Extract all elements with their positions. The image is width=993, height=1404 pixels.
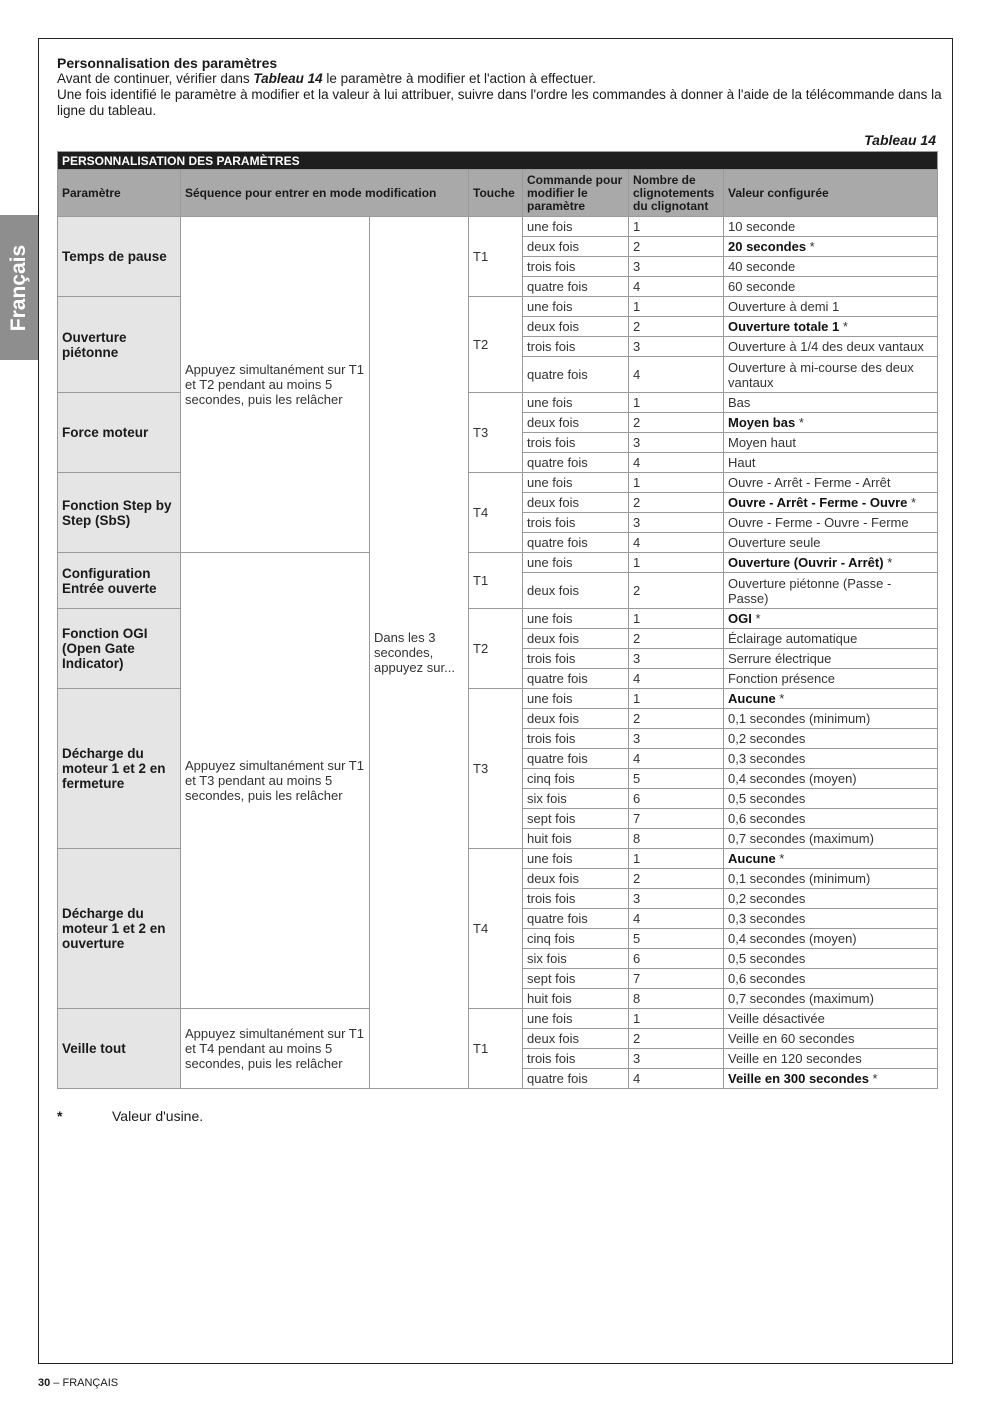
command-cell: trois fois xyxy=(523,257,629,277)
value-cell xyxy=(724,357,938,393)
key-cell: T4 xyxy=(469,473,523,553)
command-cell: trois fois xyxy=(523,1049,629,1069)
value-text: 0,5 secondes xyxy=(728,951,806,966)
value-text: Éclairage automatique xyxy=(728,631,858,646)
value-cell xyxy=(724,393,938,413)
sequence-cell: Appuyez simultanément sur T1 et T3 pendant au moins 5 secondes, puis les relâcher xyxy=(181,553,370,1009)
value-text: 0,2 secondes xyxy=(728,891,806,906)
blinks-cell: 6 xyxy=(629,789,724,809)
value-cell xyxy=(724,669,938,689)
value-cell xyxy=(724,949,938,969)
blinks-cell: 1 xyxy=(629,473,724,493)
sequence-cell: Appuyez simultanément sur T1 et T4 pendant au moins 5 secondes, puis les relâcher xyxy=(181,1009,370,1089)
value-cell xyxy=(724,989,938,1009)
blinks-cell: 2 xyxy=(629,493,724,513)
command-cell: une fois xyxy=(523,217,629,237)
blinks-cell: 2 xyxy=(629,413,724,433)
value-cell xyxy=(724,1029,938,1049)
command-cell: six fois xyxy=(523,789,629,809)
blinks-cell: 4 xyxy=(629,533,724,553)
value-cell xyxy=(724,789,938,809)
value-cell xyxy=(724,297,938,317)
value-text: 10 seconde xyxy=(728,219,796,234)
value-cell xyxy=(724,849,938,869)
blinks-cell: 4 xyxy=(629,669,724,689)
command-cell: cinq fois xyxy=(523,769,629,789)
value-cell xyxy=(724,533,938,553)
value-text: 0,4 secondes (moyen) xyxy=(728,771,857,786)
value-text: 0,5 secondes xyxy=(728,791,806,806)
command-cell: quatre fois xyxy=(523,357,629,393)
value-text: Ouverture totale 1 xyxy=(728,319,840,334)
command-cell: trois fois xyxy=(523,513,629,533)
command-cell: huit fois xyxy=(523,989,629,1009)
value-text: 0,6 secondes xyxy=(728,971,806,986)
language-tab-label: Français xyxy=(7,244,30,331)
command-cell: huit fois xyxy=(523,829,629,849)
header-param: Paramètre xyxy=(58,170,181,217)
key-cell: T2 xyxy=(469,609,523,689)
command-cell: quatre fois xyxy=(523,277,629,297)
value-text: Fonction présence xyxy=(728,671,835,686)
blinks-cell: 4 xyxy=(629,1069,724,1089)
value-cell xyxy=(724,929,938,949)
value-text: Veille en 120 secondes xyxy=(728,1051,862,1066)
value-text: 0,6 secondes xyxy=(728,811,806,826)
key-cell: T4 xyxy=(469,849,523,1009)
command-cell: quatre fois xyxy=(523,669,629,689)
blinks-cell: 4 xyxy=(629,453,724,473)
blinks-cell: 1 xyxy=(629,217,724,237)
blinks-cell: 4 xyxy=(629,357,724,393)
command-cell: trois fois xyxy=(523,433,629,453)
blinks-cell: 2 xyxy=(629,1029,724,1049)
command-cell: deux fois xyxy=(523,629,629,649)
default-star: * xyxy=(798,415,804,430)
value-text: 0,3 secondes xyxy=(728,911,806,926)
header-sequence: Séquence pour entrer en mode modification xyxy=(181,170,469,217)
default-star: * xyxy=(779,851,785,866)
param-cell: Configuration Entrée ouverte xyxy=(58,553,181,609)
value-text: 0,4 secondes (moyen) xyxy=(728,931,857,946)
value-cell xyxy=(724,689,938,709)
blinks-cell: 1 xyxy=(629,297,724,317)
param-cell: Décharge du moteur 1 et 2 en fermeture xyxy=(58,689,181,849)
blinks-cell: 8 xyxy=(629,989,724,1009)
value-text: Ouverture seule xyxy=(728,535,821,550)
value-text: Haut xyxy=(728,455,756,470)
value-text: 0,7 secondes (maximum) xyxy=(728,991,874,1006)
value-text: 40 seconde xyxy=(728,259,796,274)
param-cell: Fonction OGI (Open Gate Indicator) xyxy=(58,609,181,689)
blinks-cell: 1 xyxy=(629,553,724,573)
blinks-cell: 5 xyxy=(629,769,724,789)
value-text: Aucune xyxy=(728,691,776,706)
command-cell: deux fois xyxy=(523,493,629,513)
header-value: Valeur configurée xyxy=(724,170,938,217)
command-cell: six fois xyxy=(523,949,629,969)
value-cell xyxy=(724,969,938,989)
command-cell: deux fois xyxy=(523,237,629,257)
command-cell: trois fois xyxy=(523,729,629,749)
value-cell xyxy=(724,869,938,889)
value-text: Ouverture à 1/4 des deux vantaux xyxy=(728,339,924,354)
header-command: Commande pour modifier le paramètre xyxy=(523,170,629,217)
command-cell: trois fois xyxy=(523,337,629,357)
command-cell: deux fois xyxy=(523,413,629,433)
value-cell xyxy=(724,433,938,453)
default-star: * xyxy=(809,239,815,254)
sequence-followup-cell: Dans les 3 secondes, appuyez sur... xyxy=(370,217,469,1089)
blinks-cell: 3 xyxy=(629,337,724,357)
value-text: Aucune xyxy=(728,851,776,866)
command-cell: une fois xyxy=(523,393,629,413)
header-key: Touche xyxy=(469,170,523,217)
command-cell: deux fois xyxy=(523,709,629,729)
command-cell: une fois xyxy=(523,297,629,317)
command-cell: deux fois xyxy=(523,573,629,609)
value-cell xyxy=(724,909,938,929)
value-cell xyxy=(724,1069,938,1089)
page-number-label: – FRANÇAIS xyxy=(50,1377,119,1389)
value-text: 0,1 secondes (minimum) xyxy=(728,711,871,726)
sequence-cell: Appuyez simultanément sur T1 et T2 pendant au moins 5 secondes, puis les relâcher xyxy=(181,217,370,553)
command-cell: quatre fois xyxy=(523,453,629,473)
table-title: PERSONNALISATION DES PARAMÈTRES xyxy=(58,152,938,170)
blinks-cell: 1 xyxy=(629,609,724,629)
blinks-cell: 3 xyxy=(629,1049,724,1069)
value-cell xyxy=(724,649,938,669)
blinks-cell: 7 xyxy=(629,809,724,829)
command-cell: une fois xyxy=(523,689,629,709)
value-text: Moyen haut xyxy=(728,435,796,450)
table-row xyxy=(58,553,938,573)
value-cell xyxy=(724,749,938,769)
value-text: Ouverture à demi 1 xyxy=(728,299,840,314)
value-text: Ouverture à mi-course des deux vantaux xyxy=(728,359,914,390)
command-cell: une fois xyxy=(523,553,629,573)
command-cell: sept fois xyxy=(523,969,629,989)
value-cell xyxy=(724,493,938,513)
blinks-cell: 3 xyxy=(629,649,724,669)
key-cell: T1 xyxy=(469,1009,523,1089)
value-cell xyxy=(724,337,938,357)
value-cell xyxy=(724,1049,938,1069)
value-cell xyxy=(724,513,938,533)
blinks-cell: 1 xyxy=(629,393,724,413)
value-text: Moyen bas xyxy=(728,415,796,430)
value-text: Veille en 60 secondes xyxy=(728,1031,855,1046)
command-cell: quatre fois xyxy=(523,533,629,553)
blinks-cell: 3 xyxy=(629,257,724,277)
blinks-cell: 2 xyxy=(629,573,724,609)
table-row xyxy=(58,1009,938,1029)
command-cell: trois fois xyxy=(523,649,629,669)
command-cell: deux fois xyxy=(523,869,629,889)
intro-line1-post: le paramètre à modifier et l'action à effectuer. xyxy=(322,71,596,86)
value-text: 0,2 secondes xyxy=(728,731,806,746)
value-text: Veille en 300 secondes xyxy=(728,1071,869,1086)
blinks-cell: 3 xyxy=(629,729,724,749)
intro-line2: Une fois identifié le paramètre à modifier et la valeur à lui attribuer, suivre dans l'ordre les commandes à donner à l'aide de la télécommande dans la ligne du tableau. xyxy=(57,87,942,118)
command-cell: deux fois xyxy=(523,317,629,337)
blinks-cell: 1 xyxy=(629,689,724,709)
value-text: Ouvre - Arrêt - Ferme - Ouvre xyxy=(728,495,908,510)
value-text: Bas xyxy=(728,395,751,410)
key-cell: T1 xyxy=(469,217,523,297)
intro-line1-pre: Avant de continuer, vérifier dans xyxy=(57,71,254,86)
blinks-cell: 2 xyxy=(629,709,724,729)
default-star: * xyxy=(779,691,785,706)
blinks-cell: 2 xyxy=(629,869,724,889)
value-text: Ouvre - Ferme - Ouvre - Ferme xyxy=(728,515,909,530)
blinks-cell: 7 xyxy=(629,969,724,989)
value-cell xyxy=(724,257,938,277)
value-cell xyxy=(724,809,938,829)
value-cell xyxy=(724,217,938,237)
blinks-cell: 1 xyxy=(629,849,724,869)
value-cell xyxy=(724,237,938,257)
blinks-cell: 2 xyxy=(629,317,724,337)
blinks-cell: 3 xyxy=(629,513,724,533)
default-star: * xyxy=(887,555,893,570)
command-cell: une fois xyxy=(523,1009,629,1029)
default-star: * xyxy=(755,611,761,626)
param-cell: Fonction Step by Step (SbS) xyxy=(58,473,181,553)
command-cell: une fois xyxy=(523,473,629,493)
value-text: 0,7 secondes (maximum) xyxy=(728,831,874,846)
command-cell: quatre fois xyxy=(523,749,629,769)
key-cell: T3 xyxy=(469,689,523,849)
intro xyxy=(57,55,942,119)
value-cell xyxy=(724,889,938,909)
value-text: 60 seconde xyxy=(728,279,796,294)
value-cell xyxy=(724,829,938,849)
table-caption: Tableau 14 xyxy=(864,132,936,148)
footnote-text: Valeur d'usine. xyxy=(112,1108,204,1124)
value-text: Veille désactivée xyxy=(728,1011,825,1026)
param-cell: Veille tout xyxy=(58,1009,181,1089)
default-star: * xyxy=(872,1071,878,1086)
value-cell xyxy=(724,317,938,337)
value-text: 0,3 secondes xyxy=(728,751,806,766)
default-star: * xyxy=(911,495,917,510)
page-number xyxy=(38,1377,118,1389)
value-text: Serrure électrique xyxy=(728,651,832,666)
param-cell: Force moteur xyxy=(58,393,181,473)
blinks-cell: 5 xyxy=(629,929,724,949)
value-cell xyxy=(724,729,938,749)
blinks-cell: 4 xyxy=(629,749,724,769)
blinks-cell: 3 xyxy=(629,889,724,909)
value-cell xyxy=(724,1009,938,1029)
blinks-cell: 2 xyxy=(629,237,724,257)
value-cell xyxy=(724,413,938,433)
intro-table-ref: Tableau 14 xyxy=(253,71,323,86)
key-cell: T2 xyxy=(469,297,523,393)
param-cell: Ouverture piétonne xyxy=(58,297,181,393)
footnote xyxy=(57,1108,203,1124)
value-text: 0,1 secondes (minimum) xyxy=(728,871,871,886)
command-cell: trois fois xyxy=(523,889,629,909)
page-number-value: 30 xyxy=(38,1377,51,1389)
command-cell: deux fois xyxy=(523,1029,629,1049)
value-cell xyxy=(724,277,938,297)
value-cell xyxy=(724,453,938,473)
value-text: OGI xyxy=(728,611,752,626)
command-cell: une fois xyxy=(523,609,629,629)
value-cell xyxy=(724,769,938,789)
blinks-cell: 3 xyxy=(629,433,724,453)
key-cell: T1 xyxy=(469,553,523,609)
intro-line1 xyxy=(57,71,942,87)
key-cell: T3 xyxy=(469,393,523,473)
blinks-cell: 2 xyxy=(629,629,724,649)
intro-heading: Personnalisation des paramètres xyxy=(57,55,278,71)
blinks-cell: 4 xyxy=(629,909,724,929)
header-blinks: Nombre de clignotements du clignotant xyxy=(629,170,724,217)
command-cell: cinq fois xyxy=(523,929,629,949)
value-cell xyxy=(724,553,938,573)
footnote-star: * xyxy=(57,1108,63,1124)
blinks-cell: 4 xyxy=(629,277,724,297)
command-cell: une fois xyxy=(523,849,629,869)
parameters-table xyxy=(57,151,938,1089)
blinks-cell: 8 xyxy=(629,829,724,849)
value-cell xyxy=(724,473,938,493)
table-row xyxy=(58,217,938,237)
blinks-cell: 1 xyxy=(629,1009,724,1029)
command-cell: quatre fois xyxy=(523,1069,629,1089)
command-cell: sept fois xyxy=(523,809,629,829)
value-text: Ouvre - Arrêt - Ferme - Arrêt xyxy=(728,475,891,490)
value-cell xyxy=(724,709,938,729)
value-text: Ouverture (Ouvrir - Arrêt) xyxy=(728,555,884,570)
command-cell: quatre fois xyxy=(523,909,629,929)
blinks-cell: 6 xyxy=(629,949,724,969)
param-cell: Temps de pause xyxy=(58,217,181,297)
value-text: 20 secondes xyxy=(728,239,807,254)
param-cell: Décharge du moteur 1 et 2 en ouverture xyxy=(58,849,181,1009)
value-cell xyxy=(724,629,938,649)
language-tab xyxy=(0,215,38,360)
value-cell xyxy=(724,609,938,629)
value-text: Ouverture piétonne (Passe - Passe) xyxy=(728,575,892,606)
value-cell xyxy=(724,573,938,609)
default-star: * xyxy=(842,319,848,334)
